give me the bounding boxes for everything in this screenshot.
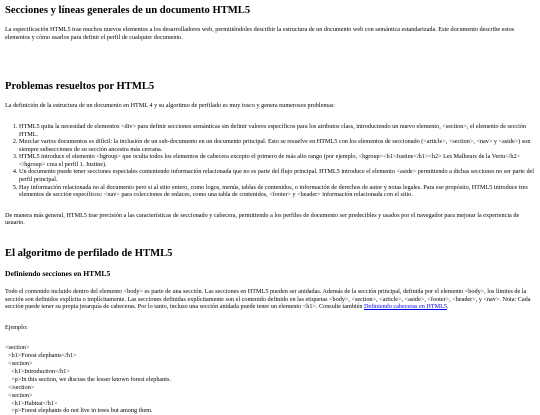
page-title: Secciones y líneas generales de un documento HTML5 [5,5,251,16]
problems-intro-paragraph: La definición de la estructura de un documento en HTML 4 y su algoritmo de perfilado es muy tosco y genera numerosos problemas: [5,102,336,110]
spacer [5,48,535,60]
section-heading-problems: Problemas resueltos por HTML5 [5,81,155,93]
defining-headings-link[interactable]: Definiendo cabeceras en HTML5 [364,303,448,311]
intro-paragraph: La especificación HTML5 trae muchos nuevos elementos a los desarrolladores web, permitiéndoles describir la estructura de un documento web con semántica estandarizada. Este documento describe estos elementos y cómo usarlos para definir el perfil de cualquier documento. [5,26,515,41]
subsection-heading-defining-sections: Definiendo secciones en HTML5 [5,268,111,278]
defining-sections-paragraph [5,288,535,311]
list-item: 4. Un documento puede tener secciones especiales conteniendo información relacionada que no es parte del flujo principal. HTML5 introduce el elemento <aside> permitiendo a dichas secciones no ser parte del perfil principal. [19,168,535,183]
section-heading-algorithm: El algoritmo de perfilado de HTML5 [5,247,173,259]
paragraph-end: . [447,303,449,311]
list-item: 1. HTML5 quita la necesidad de elementos <div> para definir secciones semánticas sin definir valores específicos para los atributos class, introduciendo un nuevo elemento, <section>, el elemento de sección HTML. [19,123,535,138]
list-item: 5. Hay información relacionada no al documento pero si al sitio entero, como logos, menús, tablas de contenidos, o información de derechos de autor y notas legales. Para ese propósito, HTML5 introduce tres elementos de sección específicos: <nav> para colecciones de enlaces, como una tabla de contenidos, <footer> y <header> información relacionada con el sitio. [19,184,535,199]
code-example: <section> <h1>Forest elephants</h1> <section> <h1>Introduction</h1> <p>In this section, we discuss the lesser known forest elephants. </section> <section> <h1>Habitat</h1> <p>Forest elephants do not live in trees but among them. [5,344,171,415]
problems-list [5,123,535,199]
list-item: 3. HTML5 introduce el elemento <hgroup> que oculta todos los elementos de cabecera excepto el primero de más alto rango (por ejemplo, <hgroup><h1>Justine</h1><h2> Les Malheurs de la Vertu</h2></hgroup> crea el perfil 1. Justine). [19,153,535,168]
problems-outro-paragraph: De manera más general, HTML5 trae precisión a las características de seccionado y cabecera, permitiendo a los perfiles de documento ser predecibles y usados por el navegador para mejorar la experiencia de usuario. [5,211,520,227]
example-label: Ejemplo: [5,323,28,331]
list-item: 2. Mezclar varios documentos es difícil: la inclusión de un sub-documento en un documento principal. Esto se resuelve en HTML5 con los elementos de seccionado (<article>, <section>, <nav> y <aside>) son siempre subsecciones de su sección ancestra más cercana. [19,138,535,153]
paragraph-text: Todo el contenido incluido dentro del elemento <body> es parte de una sección. Las secciones en HTML5 pueden ser anidadas. Además de la sección principal, definida por el elemento <body>, los límites de la sección son definidos explícita o implícitamente. Las secciones definidas explícitamente son el contenido definido en las etiquetas <body>, <section>, <article>, <aside>, <footer>, <header>, y <nav>. Nota: Cada sección puede tener su propia jerarquía de cabeceras. Por lo tanto, incluso una sección anidada puede tener un elemento <h1>. Consulte también [5,288,531,311]
